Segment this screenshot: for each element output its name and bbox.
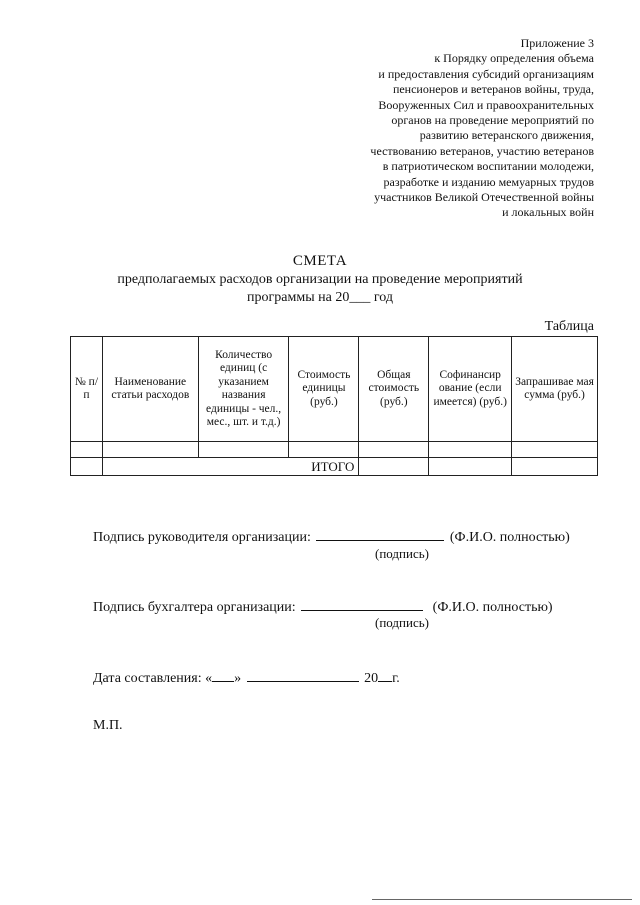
table-cell xyxy=(429,442,512,458)
accountant-signature-blank xyxy=(301,596,423,611)
annex-line: развитию ветеранского движения, xyxy=(419,128,594,143)
table-cell xyxy=(198,442,289,458)
col-header-unit-cost: Стоимость единицы (руб.) xyxy=(289,337,359,442)
total-label: ИТОГО xyxy=(102,458,359,476)
stamp-place: М.П. xyxy=(93,718,123,733)
total-row xyxy=(71,458,598,476)
table-cell xyxy=(289,442,359,458)
table-header-row xyxy=(71,337,598,442)
annex-line: Приложение 3 xyxy=(520,36,594,50)
table-cell xyxy=(71,442,103,458)
document-title: СМЕТА xyxy=(292,253,348,269)
total-cell xyxy=(512,458,598,476)
date-year-suffix: г. xyxy=(392,671,400,686)
annex-line: и локальных войн xyxy=(502,205,594,220)
table-cell xyxy=(102,442,198,458)
col-header-number: № п/п xyxy=(71,337,103,442)
col-header-requested: Запрашивае мая сумма (руб.) xyxy=(512,337,598,442)
annex-line: в патриотическом воспитании молодежи, xyxy=(382,159,594,174)
document-subtitle-line2: программы на 20___ год xyxy=(247,290,393,305)
table-cell xyxy=(359,442,429,458)
col-header-item-name: Наименование статьи расходов xyxy=(102,337,198,442)
annex-line: к Порядку определения объема xyxy=(434,51,594,66)
head-signature-label: Подпись руководителя организации: xyxy=(93,530,311,545)
head-signature-line xyxy=(93,526,570,546)
estimate-table xyxy=(70,336,598,476)
head-signature-caption: (подпись) xyxy=(375,546,429,561)
annex-line: чествованию ветеранов, участию ветеранов xyxy=(370,143,594,158)
document-subtitle-line1: предполагаемых расходов организации на проведение мероприятий xyxy=(117,272,523,287)
annex-line: и предоставления субсидий организациям xyxy=(378,66,594,81)
head-signature-blank xyxy=(316,526,444,541)
accountant-fullname-hint: (Ф.И.О. полностью) xyxy=(432,600,553,615)
col-header-cofinancing: Софинансир ование (если имеется) (руб.) xyxy=(429,337,512,442)
total-cell xyxy=(359,458,429,476)
table-row xyxy=(71,442,598,458)
accountant-signature-label: Подпись бухгалтера организации: xyxy=(93,600,296,615)
annex-header xyxy=(264,36,594,221)
date-month-blank xyxy=(247,667,359,682)
annex-line: участников Великой Отечественной войны xyxy=(374,190,594,205)
date-line xyxy=(93,667,400,687)
table-caption: Таблица xyxy=(544,319,594,334)
date-label: Дата составления: « xyxy=(93,671,213,686)
date-day-blank xyxy=(212,667,234,682)
col-header-quantity: Количество единиц (с указанием названия единицы - чел., мес., шт. и т.д.) xyxy=(198,337,289,442)
table-cell xyxy=(71,458,103,476)
annex-line: Вооруженных Сил и правоохранительных xyxy=(378,97,594,112)
accountant-signature-line xyxy=(93,596,553,616)
annex-line: пенсионеров и ветеранов войны, труда, xyxy=(392,82,594,97)
annex-line: органов на проведение мероприятий по xyxy=(391,113,594,128)
date-year-prefix: 20 xyxy=(364,671,379,686)
date-year-blank xyxy=(378,667,392,682)
table-cell xyxy=(512,442,598,458)
head-fullname-hint: (Ф.И.О. полностью) xyxy=(449,530,570,545)
date-quote-close: » xyxy=(234,671,242,686)
accountant-signature-caption: (подпись) xyxy=(375,615,429,630)
document-title-block xyxy=(0,252,640,307)
annex-line: разработке и изданию мемуарных трудов xyxy=(383,174,594,189)
page-edge-line xyxy=(372,899,632,900)
col-header-total-cost: Общая стоимость (руб.) xyxy=(359,337,429,442)
total-cell xyxy=(429,458,512,476)
